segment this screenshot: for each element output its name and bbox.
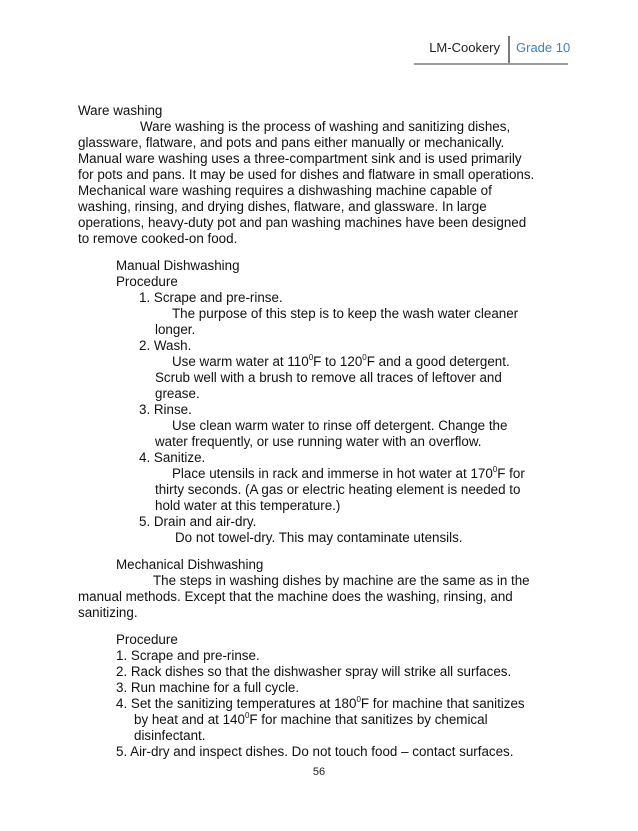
mechanical-step: 3. Run machine for a full cycle.	[116, 680, 300, 695]
intro-line: Manual ware washing uses a three-compartment sink and is used primarily	[78, 151, 522, 166]
header-rule	[414, 63, 568, 65]
mechanical-step: 2. Rack dishes so that the dishwasher spray will strike all surfaces.	[116, 664, 512, 679]
mechanical-step-cont: by heat and at $140^0F$ for machine that sanitizes by chemical	[134, 711, 488, 727]
intro-line: Ware washing is the process of washing and sanitizing dishes,	[140, 119, 511, 134]
manual-step-text: The purpose of this step is to keep the wash water cleaner	[172, 306, 519, 321]
page-header	[0, 36, 638, 64]
mechanical-text: sanitizing.	[78, 605, 138, 620]
header-grade: Grade 10	[516, 40, 571, 55]
manual-step-text: thirty seconds. (A gas or electric heating element is needed to	[155, 482, 521, 497]
manual-step-text: Scrub well with a brush to remove all traces of leftover and	[155, 370, 502, 385]
manual-step-title: 3. Rinse.	[139, 402, 192, 417]
intro-line: operations, heavy-duty pot and pan washing machines have been designed	[78, 215, 527, 230]
mechanical-step: 5. Air-dry and inspect dishes. Do not touch food – contact surfaces.	[116, 744, 514, 759]
header-divider	[508, 36, 510, 64]
mechanical-text: The steps in washing dishes by machine are the same as in the	[153, 573, 530, 588]
manual-step-text: Use warm water at $110^0F$ to $120^0F$ and a good detergent.	[172, 353, 510, 369]
intro-line: to remove cooked-on food.	[78, 231, 238, 246]
manual-step-text: hold water at this temperature.)	[155, 498, 341, 513]
mechanical-step: 1. Scrape and pre-rinse.	[116, 648, 260, 663]
manual-step-text: water frequently, or use running water with an overflow.	[155, 434, 482, 449]
manual-step-title: 5. Drain and air-dry.	[139, 514, 257, 529]
intro-line: washing, rinsing, and drying dishes, flatware, and glassware. In large	[78, 199, 487, 214]
mechanical-heading: Mechanical Dishwashing	[116, 557, 264, 572]
mechanical-step-cont: disinfectant.	[134, 728, 206, 743]
intro-line: for pots and pans. It may be used for dishes and flatware in small operations.	[78, 167, 535, 182]
manual-heading: Manual Dishwashing	[116, 258, 240, 273]
manual-procedure-label: Procedure	[116, 274, 178, 289]
manual-step-text: Place utensils in rack and immerse in hot water at $170^0F$ for	[172, 465, 525, 481]
manual-step-title: 1. Scrape and pre-rinse.	[139, 290, 283, 305]
manual-step-title: 4. Sanitize.	[139, 450, 206, 465]
mechanical-procedure-label: Procedure	[116, 632, 178, 647]
manual-step-text: Do not towel-dry. This may contaminate utensils.	[175, 530, 463, 545]
intro-line: glassware, flatware, and pots and pans either manually or mechanically.	[78, 135, 505, 150]
section-title: Ware washing	[78, 103, 163, 118]
header-title: LM-Cookery	[429, 40, 500, 55]
mechanical-text: manual methods. Except that the machine does the washing, rinsing, and	[78, 589, 513, 604]
manual-step-text: longer.	[155, 322, 196, 337]
mechanical-step: 4. Set the sanitizing temperatures at $180^0F$ for machine that sanitizes	[116, 695, 525, 711]
page-number: 56	[312, 766, 326, 778]
manual-step-title: 2. Wash.	[139, 338, 192, 353]
manual-step-text: grease.	[155, 386, 200, 401]
manual-step-text: Use clean warm water to rinse off detergent. Change the	[172, 418, 508, 433]
intro-line: Mechanical ware washing requires a dishwashing machine capable of	[78, 183, 492, 198]
